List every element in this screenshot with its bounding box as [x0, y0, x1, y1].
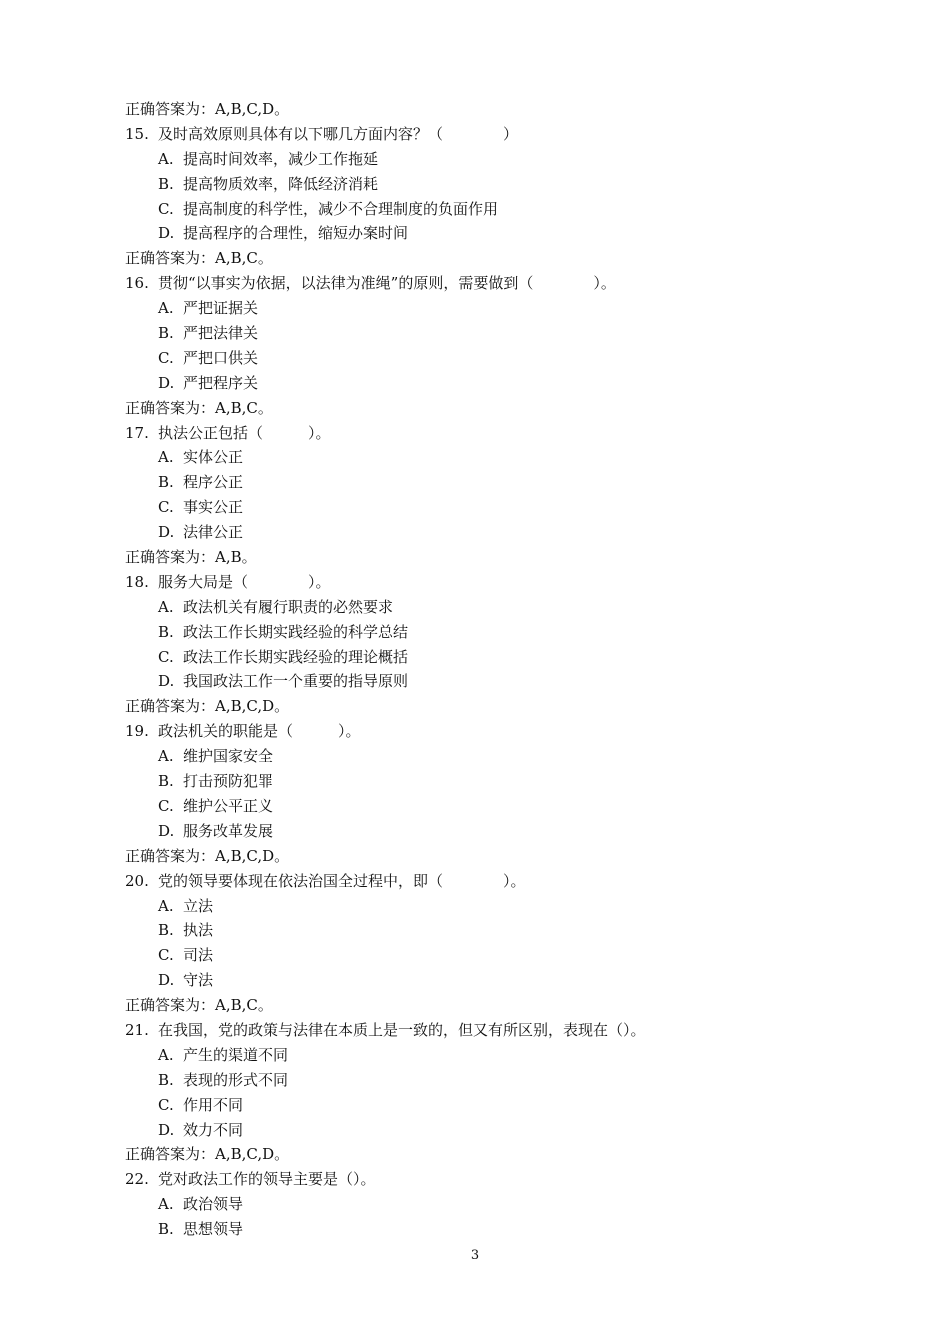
question-text: 在我国，党的政策与法律在本质上是一致的，但又有所区别，表现在（）。 [158, 1020, 646, 1039]
option-item [125, 1192, 845, 1217]
question-stem [125, 869, 845, 894]
option-text: 产生的渠道不同 [183, 1045, 289, 1064]
option-text: 严把程序关 [183, 373, 259, 392]
option-text: 严把法律关 [183, 324, 259, 343]
option-item [125, 1043, 845, 1068]
answer-line: 正确答案为：A,B,C。 [125, 996, 273, 1015]
question-number: 15. [125, 124, 149, 143]
option-text: 守法 [183, 971, 214, 990]
option-letter: D. [158, 1120, 175, 1139]
question-text: 党对政法工作的领导主要是（）。 [158, 1170, 376, 1189]
option-text: 法律公正 [183, 523, 244, 542]
option-letter: B. [158, 1220, 174, 1239]
question-text: 政法机关的职能是（ ）。 [158, 722, 361, 741]
option-text: 执法 [183, 921, 214, 940]
option-item [125, 620, 845, 645]
option-text: 程序公正 [183, 473, 244, 492]
option-letter: D. [158, 672, 175, 691]
answer-line: 正确答案为：A,B,C,D。 [125, 100, 290, 118]
option-letter: D. [158, 373, 175, 392]
option-item [125, 520, 845, 545]
option-letter: A. [158, 299, 174, 318]
option-item [125, 894, 845, 919]
option-letter: A. [158, 149, 174, 168]
question-stem [125, 1018, 845, 1043]
option-text: 事实公正 [183, 498, 244, 517]
option-letter: A. [158, 1195, 174, 1214]
option-letter: D. [158, 821, 175, 840]
option-text: 维护公平正义 [183, 796, 274, 815]
option-text: 思想领导 [183, 1220, 244, 1239]
answer-line: 正确答案为：A,B,C。 [125, 398, 273, 417]
question-number: 17. [125, 423, 149, 442]
option-item [125, 794, 845, 819]
answer-line: 正确答案为：A,B,C。 [125, 249, 273, 268]
answer-line: 正确答案为：A,B,C,D。 [125, 846, 290, 865]
option-letter: D. [158, 971, 175, 990]
option-item [125, 645, 845, 670]
option-letter: C. [158, 946, 174, 965]
option-letter: A. [158, 747, 174, 766]
option-text: 提高时间效率，减少工作拖延 [183, 149, 379, 168]
option-text: 我国政法工作一个重要的指导原则 [183, 672, 409, 691]
option-letter: C. [158, 199, 174, 218]
option-text: 政治领导 [183, 1195, 244, 1214]
option-letter: D. [158, 523, 175, 542]
option-letter: B. [158, 772, 174, 791]
option-item [125, 744, 845, 769]
option-item [125, 1068, 845, 1093]
question-number: 18. [125, 572, 149, 591]
option-item [125, 669, 845, 694]
question-stem [125, 271, 845, 296]
option-letter: C. [158, 796, 174, 815]
option-item [125, 918, 845, 943]
option-letter: B. [158, 174, 174, 193]
option-item [125, 371, 845, 396]
option-item [125, 321, 845, 346]
option-letter: A. [158, 597, 174, 616]
option-item [125, 470, 845, 495]
option-text: 提高程序的合理性，缩短办案时间 [183, 224, 409, 243]
option-letter: C. [158, 348, 174, 367]
answer-line: 正确答案为：A,B。 [125, 548, 257, 567]
option-text: 政法机关有履行职责的必然要求 [183, 597, 394, 616]
option-item [125, 221, 845, 246]
option-item [125, 296, 845, 321]
question-stem [125, 421, 845, 446]
option-item [125, 1217, 845, 1242]
question-stem [125, 719, 845, 744]
option-letter: C. [158, 498, 174, 517]
question-stem [125, 1167, 845, 1192]
option-item [125, 595, 845, 620]
option-text: 政法工作长期实践经验的科学总结 [183, 622, 409, 641]
option-text: 打击预防犯罪 [183, 772, 274, 791]
question-text: 党的领导要体现在依法治国全过程中，即（ ）。 [158, 871, 526, 890]
question-text: 贯彻“以事实为依据，以法律为准绳”的原则，需要做到（ ）。 [158, 274, 616, 293]
option-item [125, 346, 845, 371]
option-letter: B. [158, 324, 174, 343]
option-text: 立法 [183, 896, 214, 915]
question-stem [125, 570, 845, 595]
option-letter: A. [158, 1045, 174, 1064]
answer-line: 正确答案为：A,B,C,D。 [125, 1145, 290, 1164]
option-text: 严把证据关 [183, 299, 259, 318]
option-text: 提高物质效率，降低经济消耗 [183, 174, 379, 193]
page-number: 3 [470, 1248, 480, 1263]
option-item [125, 445, 845, 470]
option-letter: B. [158, 473, 174, 492]
option-text: 效力不同 [183, 1120, 244, 1139]
option-letter: B. [158, 622, 174, 641]
option-letter: A. [158, 448, 174, 467]
option-item [125, 495, 845, 520]
question-text: 服务大局是（ ）。 [158, 572, 331, 591]
document-body [125, 97, 845, 1242]
option-text: 提高制度的科学性，减少不合理制度的负面作用 [183, 199, 499, 218]
question-text: 执法公正包括（ ）。 [158, 423, 331, 442]
option-item [125, 197, 845, 222]
option-letter: A. [158, 896, 174, 915]
question-number: 19. [125, 722, 149, 741]
option-item [125, 968, 845, 993]
answer-line: 正确答案为：A,B,C,D。 [125, 697, 290, 716]
question-number: 21. [125, 1020, 149, 1039]
option-text: 政法工作长期实践经验的理论概括 [183, 647, 409, 666]
question-number: 20. [125, 871, 149, 890]
option-letter: D. [158, 224, 175, 243]
option-text: 实体公正 [183, 448, 244, 467]
option-letter: C. [158, 647, 174, 666]
question-number: 16. [125, 274, 149, 293]
question-stem [125, 122, 845, 147]
option-item [125, 769, 845, 794]
option-text: 表现的形式不同 [183, 1070, 289, 1089]
option-text: 服务改革发展 [183, 821, 274, 840]
option-item [125, 147, 845, 172]
option-text: 作用不同 [183, 1095, 244, 1114]
option-text: 司法 [183, 946, 214, 965]
option-text: 维护国家安全 [183, 747, 274, 766]
option-item [125, 172, 845, 197]
option-text: 严把口供关 [183, 348, 259, 367]
option-letter: C. [158, 1095, 174, 1114]
option-letter: B. [158, 921, 174, 940]
option-letter: B. [158, 1070, 174, 1089]
option-item [125, 943, 845, 968]
option-item [125, 1093, 845, 1118]
option-item [125, 1118, 845, 1143]
option-item [125, 819, 845, 844]
question-number: 22. [125, 1170, 149, 1189]
question-text: 及时高效原则具体有以下哪几方面内容？（ ） [158, 124, 519, 143]
